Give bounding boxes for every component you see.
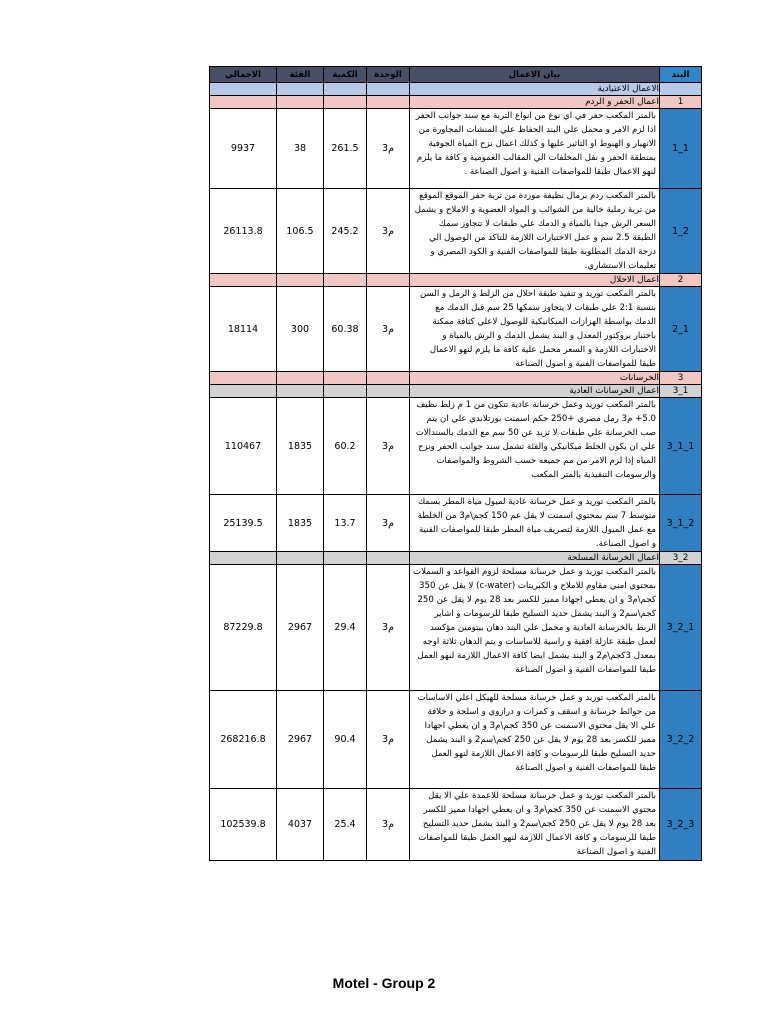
section-row [210,552,702,565]
item-total: 9937 [210,109,277,189]
item-qty: 13.7 [324,495,367,552]
item-price: 2967 [277,691,324,789]
item-unit: م3 [367,287,410,372]
item-total: 87229.8 [210,565,277,691]
section-code: 3_2 [660,552,702,565]
item-unit: م3 [367,565,410,691]
item-price: 1835 [277,398,324,495]
section-title: اعمال الحفر و الردم [410,96,660,109]
header-desc: بيان الاعمال [410,67,660,83]
item-code: 1_2 [660,189,702,274]
section-title: اعمال الخرسانة المسلحة [410,552,660,565]
item-unit: م3 [367,398,410,495]
section-title: الخرسانات [410,372,660,385]
item-code: 2_1 [660,287,702,372]
item-total: 268216.8 [210,691,277,789]
item-description: بالمتر المكعب توريد و عمل خرسانة عادية لميول مياة المطر بسمك متوسط 7 سم بمحتوي اسمنت لا يقل عم 150 كجم\م3 من الخلطة مع عمل الميول اللازمة لتصريف مياة المطر طبقا للمواصفات الفنية و اصول الصناعة. [410,495,660,552]
item-qty: 245.2 [324,189,367,274]
table-row [210,398,702,495]
section-code: 2 [660,274,702,287]
item-price: 2967 [277,565,324,691]
item-description: بالمتر المكعب توريد وعمل خرسانة عادية تتكون من 1 م زلط نظيف 5.0+ م3 رمل مصري +250 جكم اسمنت بورتلاندي علي ان يتم صب الخرسانة علي طبقات لا تزيد عن 50 سم مع الدمك بالسندالات علي ان يكون الخلط ميكانيكي والفئة تشمل سند جوانب الحفر ونزح المياه إذا لزم الامر من مم جميعه حسب الشروط والمواصفات والرسومات التنفيذية بالمتر المكعب [410,398,660,495]
item-description: بالمتر المكعب توريد و عمل خرسانة مسلحة للهيكل اعلي الاساسات من حوائط خرسانة و اسقف و كمرات و درازوي و اسلحة و خلافة علي الا يقل محتوي الاسمنت عن 350 كجم\م3 و ان يعطي اجهادا مميز للكسر بعد 28 يوم لا يقل عن 250 كجم\سم2 و البند يشمل حديد التسليح طبقا للرسومات و كافة الاعمال اللازمة لنهو العمل طبقا للمواصفات الفنية و اصول الصناعة [410,691,660,789]
section-row [210,385,702,398]
section-title: اعمال الاحلال [410,274,660,287]
item-unit: م3 [367,109,410,189]
header-price: الفئة [277,67,324,83]
bill-of-quantities-table [209,66,702,861]
table-row [210,789,702,861]
page-footer-title: Motel - Group 2 [332,975,436,991]
table-row [210,189,702,274]
item-description: بالمتر المكعب توريد و عمل خرسانة مسلحة للاعمدة علي الا يقل محتوي الاسمنت عن 350 كجم\م3 و ان يعطي اجهادا مميز للكسر بعد 28 يوم لا يقل عن 250 كجم\سم2 و البند يشمل حديد التسليح طبقا للرسومات و كافة الاعمال اللازمة لنهو العمل طبقا للمواصفات الفنية و اصول الصناعة [410,789,660,861]
section-title: الاعمال الاعتيادية [410,83,660,96]
section-row [210,372,702,385]
table-row [210,287,702,372]
item-total: 26113.8 [210,189,277,274]
item-price: 38 [277,109,324,189]
table-row [210,495,702,552]
item-total: 110467 [210,398,277,495]
item-unit: م3 [367,495,410,552]
item-code: 3_2_1 [660,565,702,691]
table-row [210,565,702,691]
section-code: 1 [660,96,702,109]
item-code: 3_1_1 [660,398,702,495]
item-total: 18114 [210,287,277,372]
item-qty: 261.5 [324,109,367,189]
item-description: بالمتر المكعب توريد و تنفيذ طبقة احلال من الزلط و الرمل و السن بنسبة 2:1 علي طبقات لا يتجاوز سمكها 25 سم قبل الدمك مع الدمك بواسطة الهزازات الميكانيكية للوصول لاعلي كثافة ممكنة باختبار بروكتور المعدل و البند يشمل الدمك و الرش بالمياة و الاختبارات اللازمة و السعر محمل علية كافة ما يلزم لنهو الاعمال طبقا للمواصفات الفنية و اصول الصناعة [410,287,660,372]
item-unit: م3 [367,789,410,861]
item-qty: 25.4 [324,789,367,861]
section-row [210,274,702,287]
item-price: 106.5 [277,189,324,274]
section-code: 3 [660,372,702,385]
header-total: الاجمالي [210,67,277,83]
section-title: اعمال الخرسانات العادية [410,385,660,398]
item-price: 300 [277,287,324,372]
item-qty: 90.4 [324,691,367,789]
item-qty: 60.38 [324,287,367,372]
header-row [210,67,702,83]
item-code: 3_2_2 [660,691,702,789]
item-unit: م3 [367,691,410,789]
item-unit: م3 [367,189,410,274]
table-row [210,691,702,789]
item-price: 1835 [277,495,324,552]
section-row [210,96,702,109]
header-unit: الوحدة [367,67,410,83]
item-code: 3_1_2 [660,495,702,552]
item-price: 4037 [277,789,324,861]
section-row [210,83,702,96]
item-qty: 60.2 [324,398,367,495]
header-code: البند [660,67,702,83]
item-code: 3_2_3 [660,789,702,861]
table-row [210,109,702,189]
item-total: 25139.5 [210,495,277,552]
item-code: 1_1 [660,109,702,189]
header-qty: الكمية [324,67,367,83]
item-description: بالمتر المكعب ردم برمال نظيفة موردة من تربة حفر الموقع الموقع من تربة رملية خالية من الشوائب و المواد العضوية و الاملاح و يشمل السعر الرش جيدا بالمياة و الدمك علي طبقات لا تتجاوز سمك الطبقة 2.5 سم و عمل الاختبارات اللازمة للتاكد من الوصول الي درجة الدمك المطلوبة طبقا للمواصفات الفنية و الكود المصري و تعليمات الاستشاري. [410,189,660,274]
section-code: 3_1 [660,385,702,398]
item-total: 102539.8 [210,789,277,861]
item-qty: 29.4 [324,565,367,691]
item-description: بالمتر المكعب توريد و عمل خرسانة مسلحة لزوم القواعد و السملات بمحتوي امني مقاوم للاملاح و الكبريتات (c-water) لا يقل عن 350 كجم\م3 و ان يعطي اجهادا مميز للكسر بعد 28 يوم لا يقل عن 250 كجم\سم2 و البند يشمل حديد التسليح طبقا للرسومات و اشاير الربط بالخرسانة العادية و محمل علي البند دهان بيتومين مؤكسد لعمل طبقة عازلة افقية و راسية للاساسات و يتم الدهان ثلاثة اوجه بمعدل 3كجم\م2 و البند يشمل ايضا كافة الاعمال اللازمة لنهو العمل طبقا للمواصفات الفنية و اصول الصناعة [410,565,660,691]
item-description: بالمتر المكعب حفر في اي نوع من انواع التربة مع سند جوانب الحفر اذا لزم الامر و محمل علي البند الحفاظ علي المنشات المجاورة من الانهيار و الهبوط او التاثير عليها و كذلك اعمال نزح المياة الجوفية بمنطقة الحفر و نقل المخلفات الي المقالب العمومية و كافة ما يلزم لنهو الاعمال طبقا للمواصفات الفنية و اصول الصناعة . [410,109,660,189]
